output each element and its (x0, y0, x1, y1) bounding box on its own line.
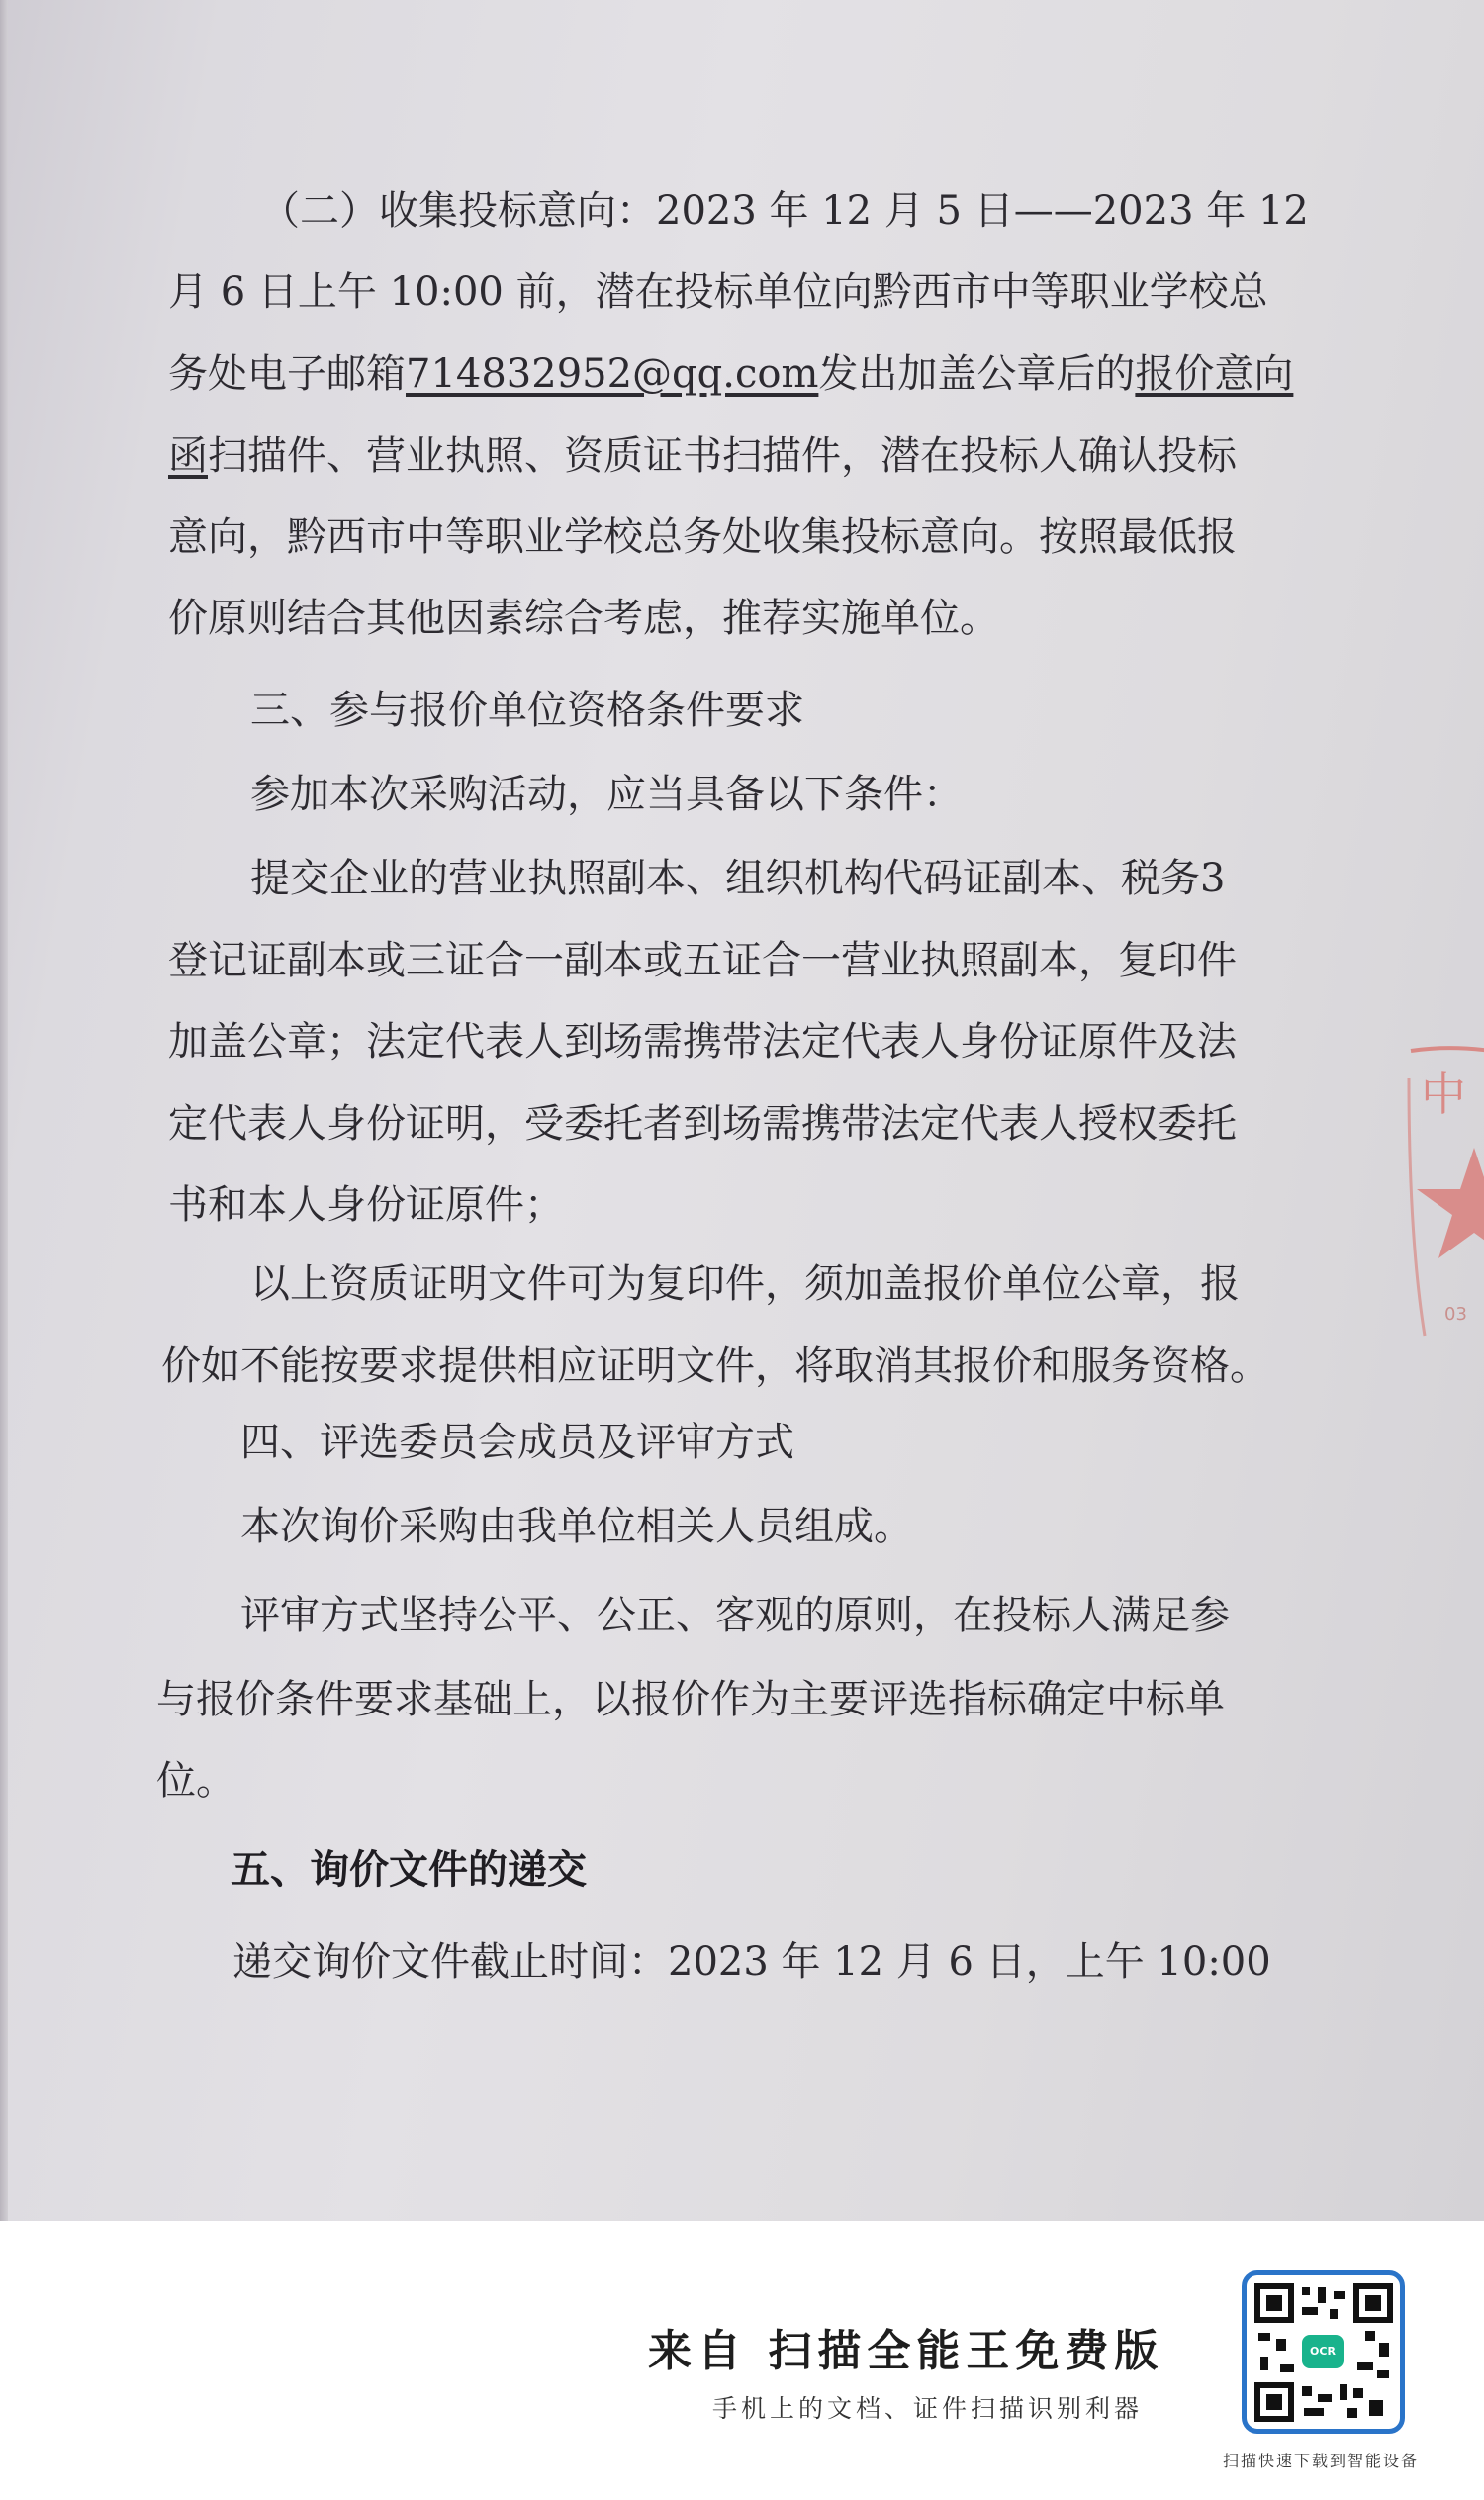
text-line-3b: 发出加盖公章后的 (818, 351, 1136, 397)
scanner-watermark-footer (0, 2221, 1484, 2500)
text-line-22: 递交询价文件截止时间：2023 年 12 月 6 日，上午 10:00 (232, 1939, 1271, 1985)
red-seal-fragment (1405, 1039, 1484, 1365)
footer-title: 来自 扫描全能王免费版 (648, 2326, 1164, 2376)
qr-caption: 扫描快速下载到智能设备 (1223, 2452, 1420, 2470)
text-line-14: 以上资质证明文件可为复印件，须加盖报价单位公章，报 (250, 1261, 1240, 1307)
text-line-6: 价原则结合其他因素综合考虑，推荐实施单位。 (168, 596, 999, 641)
text-line-5: 意向，黔西市中等职业学校总务处收集投标意向。按照最低报 (168, 514, 1237, 560)
qr-code[interactable] (1242, 2270, 1405, 2434)
footer-subtitle: 手机上的文档、证件扫描识别利器 (712, 2394, 1144, 2423)
text-line-9a: 提交企业的营业执照副本、组织机构代码证副本、税务 (250, 856, 1200, 901)
text-line-20: 位。 (156, 1758, 235, 1804)
seal-number: 03 (1444, 1304, 1467, 1325)
text-line-3 (168, 346, 1293, 402)
text-line-8: 参加本次采购活动，应当具备以下条件： (250, 772, 963, 817)
text-line-11: 加盖公章；法定代表人到场需携带法定代表人身份证原件及法 (168, 1019, 1237, 1065)
text-line-4 (168, 428, 1237, 484)
section-heading-3: 三、参与报价单位资格条件要求 (250, 688, 804, 733)
email-address: 714832952@qq.com (406, 351, 819, 397)
page-number-mark: 3 (1200, 856, 1226, 901)
text-line-1: （二）收集投标意向：2023 年 12 月 5 日——2023 年 12 (260, 188, 1309, 233)
text-line-4a: 函 (168, 433, 208, 479)
text-line-9 (250, 851, 1225, 906)
section-heading-5: 五、询价文件的递交 (231, 1847, 587, 1893)
section-heading-4: 四、评选委员会成员及评审方式 (240, 1420, 794, 1465)
text-line-13: 书和本人身份证原件； (168, 1182, 564, 1228)
text-line-3c: 报价意向 (1135, 351, 1294, 397)
text-line-15: 价如不能按要求提供相应证明文件，将取消其报价和服务资格。 (161, 1343, 1269, 1389)
text-line-17: 本次询价采购由我单位相关人员组成。 (240, 1504, 913, 1549)
text-line-2: 月 6 日上午 10:00 前，潜在投标单位向黔西市中等职业学校总 (168, 269, 1268, 315)
paper-edge-shadow (0, 0, 8, 2221)
text-line-4b: 扫描件、营业执照、资质证书扫描件，潜在投标人确认投标 (208, 433, 1237, 479)
seal-character: 中 (1421, 1067, 1466, 1121)
text-line-12: 定代表人身份证明，受委托者到场需携带法定代表人授权委托 (168, 1101, 1237, 1147)
ocr-badge: OCR (1302, 2335, 1344, 2368)
text-line-19: 与报价条件要求基础上，以报价作为主要评选指标确定中标单 (156, 1677, 1225, 1722)
text-line-10: 登记证副本或三证合一副本或五证合一营业执照副本，复印件 (168, 938, 1237, 983)
text-line-3a: 务处电子邮箱 (168, 351, 406, 397)
text-line-18: 评审方式坚持公平、公正、客观的原则，在投标人满足参 (240, 1593, 1230, 1638)
